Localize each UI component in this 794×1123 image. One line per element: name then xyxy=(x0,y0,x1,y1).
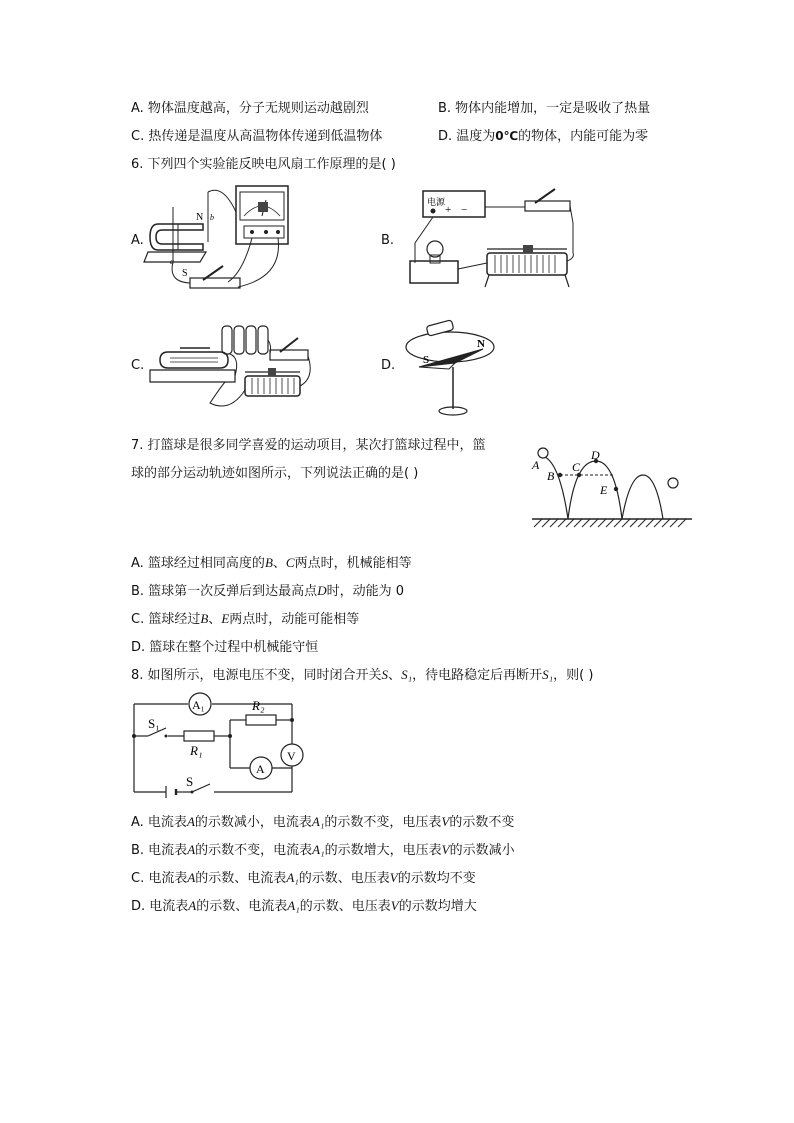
q5-option-d: D. 温度为0℃的物体，内能可能为零 xyxy=(438,129,649,144)
q8-stem: 8. 如图所示，电源电压不变，同时闭合开关S、S₁，待电路稳定后再断开S₁，则( ) xyxy=(131,667,594,683)
q6-figure-d-oersted-experiment xyxy=(405,311,505,419)
svg-text:+: + xyxy=(445,204,452,216)
needle-pole-n: N xyxy=(477,338,485,350)
point-c: C xyxy=(572,460,581,474)
q6-label-a: A. xyxy=(131,233,144,248)
q7-option-a: A. 篮球经过相同高度的B、C两点时，机械能相等 xyxy=(131,555,412,571)
q8-option-b: B. 电流表A的示数不变，电流表A₁的示数增大，电压表V的示数减小 xyxy=(131,842,515,858)
q8-circuit-diagram xyxy=(130,688,305,803)
ammeter-a-label: A xyxy=(256,762,265,776)
q6-figure-c-motor-experiment xyxy=(150,318,315,413)
q6-figure-a-electromagnetic-induction xyxy=(148,182,293,297)
temperature-value: 0℃ xyxy=(495,129,519,143)
q8-option-d: D. 电流表A的示数、电流表A₁的示数、电压表V的示数均增大 xyxy=(131,898,477,914)
wire-end-a: a xyxy=(170,257,174,266)
q6-label-c: C. xyxy=(131,358,145,373)
q6-figure-b-circuit-bulb-rheostat xyxy=(405,183,580,293)
point-b: B xyxy=(547,469,555,483)
ammeter-a1-label: A₁ xyxy=(192,698,205,712)
resistor-r2-label: R₂ xyxy=(252,698,265,713)
q6-label-d: D. xyxy=(381,358,396,373)
needle-pole-s: S xyxy=(423,354,430,366)
q5-option-b: B. 物体内能增加，一定是吸收了热量 xyxy=(438,101,651,116)
q8-option-a: A. 电流表A的示数减小，电流表A₁的示数不变，电压表V的示数不变 xyxy=(131,814,515,830)
svg-text:−: − xyxy=(461,204,468,216)
switch-s-label: S xyxy=(186,774,194,789)
resistor-r1-label: R₁ xyxy=(190,743,203,758)
switch-s1-label: S₁ xyxy=(148,716,160,731)
power-supply-label: 电源 xyxy=(427,197,446,207)
q5-option-c: C. 热传递是温度从高温物体传递到低温物体 xyxy=(131,129,383,144)
q5-option-a: A. 物体温度越高，分子无规则运动越剧烈 xyxy=(131,101,369,116)
magnet-pole-s: S xyxy=(182,268,188,279)
q7-option-b: B. 篮球第一次反弹后到达最高点D时，动能为 0 xyxy=(131,583,404,599)
q7-option-d: D. 篮球在整个过程中机械能守恒 xyxy=(131,640,319,655)
point-e: E xyxy=(600,483,608,497)
point-a: A xyxy=(532,458,540,472)
q8-option-c: C. 电流表A的示数、电流表A₁的示数、电压表V的示数均不变 xyxy=(131,870,476,886)
q6-label-b: B. xyxy=(381,233,395,248)
q7-stem-line1: 7. 打篮球是很多同学喜爱的运动项目，某次打篮球过程中，篮 xyxy=(131,438,486,453)
point-d: D xyxy=(591,448,600,462)
q7-figure-basketball-trajectory xyxy=(530,443,695,528)
voltmeter-label: V xyxy=(287,749,296,763)
magnet-pole-n: N xyxy=(196,212,204,223)
wire-end-b: b xyxy=(210,213,214,222)
q7-option-c: C. 篮球经过B、E两点时，动能可能相等 xyxy=(131,611,360,627)
q6-stem: 6. 下列四个实验能反映电风扇工作原理的是( ) xyxy=(131,157,396,172)
q7-stem-line2: 球的部分运动轨迹如图所示，下列说法正确的是( ) xyxy=(131,466,419,481)
